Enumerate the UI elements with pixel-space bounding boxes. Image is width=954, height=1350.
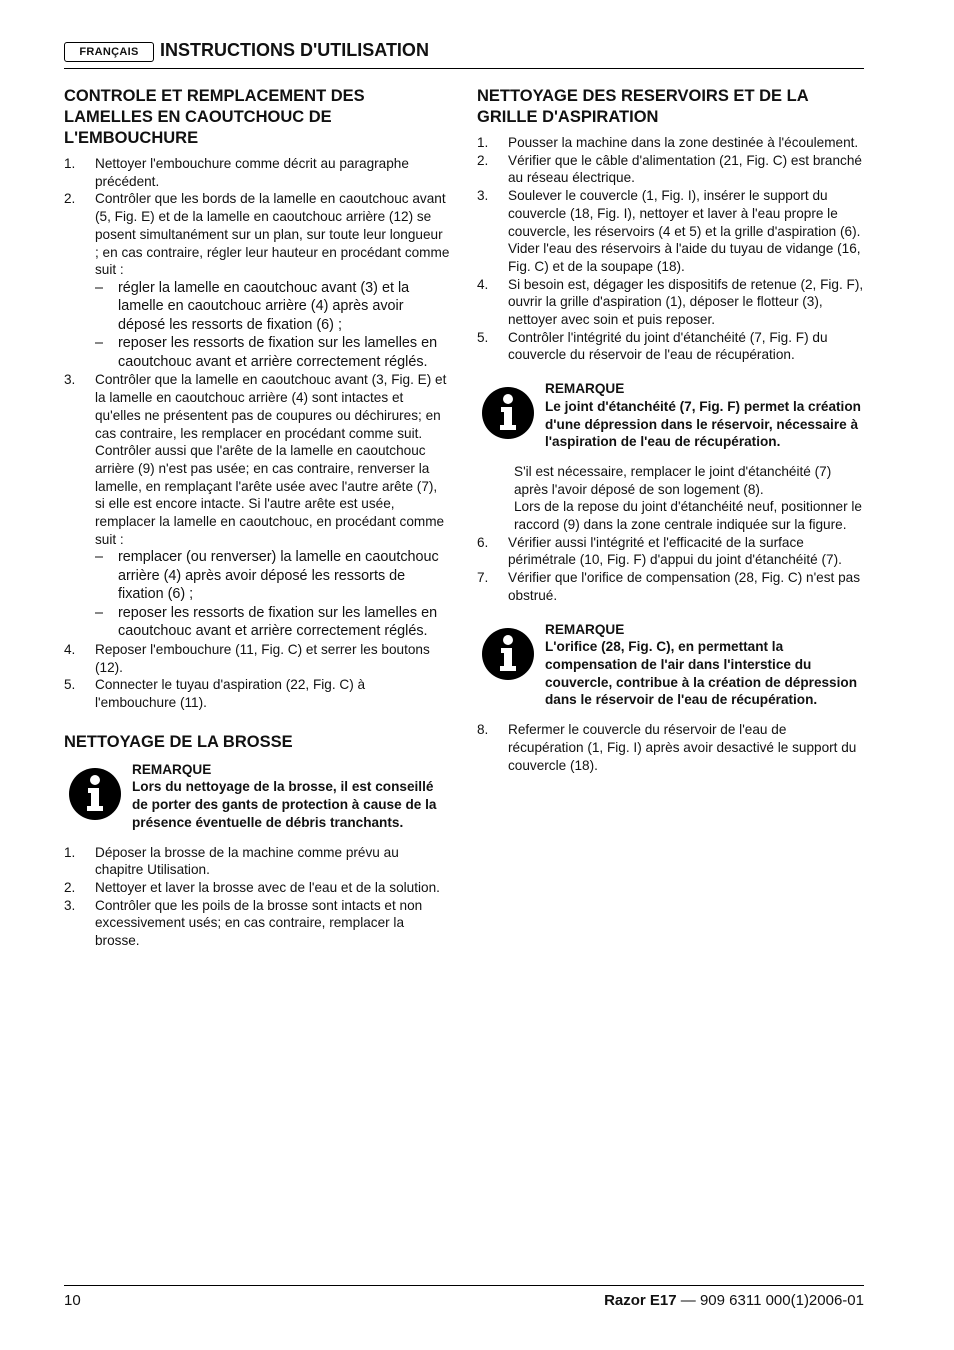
step-text: Reposer l'embouchure (11, Fig. C) et serrer les boutons (12). [95,641,430,675]
note-label: REMARQUE [545,381,625,397]
document-reference [604,1292,864,1309]
note-label: REMARQUE [545,621,625,637]
dash-list [95,279,450,372]
step-text: Pousser la machine dans la zone destinée à l'écoulement. [508,135,859,150]
page-footer [64,1285,864,1309]
info-icon [481,386,535,440]
left-column [64,86,450,950]
step-text: Contrôler l'intégrité du joint d'étanchéité (7, Fig. F) du couvercle du réservoir de l'eau de récupération. [508,329,828,363]
step-number: 2. [64,879,76,895]
lamelles-steps [64,155,450,712]
right-column [477,86,865,774]
header-title: INSTRUCTIONS D'UTILISATION [160,40,429,60]
list-item [64,879,450,897]
step-number: 5. [64,677,76,693]
step-text: Si besoin est, dégager les dispositifs de retenue (2, Fig. F), ouvrir la grille d'aspiration (1), déposer le flotteur (3), nettoyer avec soin et puis reposer. [508,276,864,328]
model-name: Razor E17 [604,1292,677,1309]
step-text: Contrôler que les bords de la lamelle en caoutchouc avant (5, Fig. E) et de la lamelle en caoutchouc arrière (12) se posent simultanément sur un plan, sur toute leur longueur ; en cas contraire, régler leur hauteur en procédant comme suit : [95,191,450,278]
note-label: REMARQUE [132,761,212,777]
list-item [64,190,450,371]
list-item [477,187,865,276]
section-title-brosse: NETTOYAGE DE LA BROSSE [64,732,293,751]
section-title-lamelles: CONTROLE ET REMPLACEMENT DES LAMELLES EN CAOUTCHOUC DE L'EMBOUCHURE [64,87,365,147]
step-text: Vérifier que l'orifice de compensation (28, Fig. C) n'est pas obstrué. [508,570,860,603]
step-extra-text: Vider l'eau des réservoirs à l'aide du tuyau de vidange (16, Fig. C) et de la soupape (18). [508,241,861,274]
step-text: Nettoyer l'embouchure comme décrit au paragraphe précédent. [95,156,409,189]
step-number: 5. [477,329,489,345]
step-number: 8. [477,722,489,738]
paragraph: S'il est nécessaire, remplacer le joint d'étanchéité (7) après l'avoir déposé de son logement (8). [514,463,832,497]
list-item [64,897,450,950]
list-item [64,641,450,676]
dash-text: remplacer (ou renverser) la lamelle en caoutchouc arrière (4) après avoir déposé les ressorts de fixation (6) ; [118,549,439,603]
step-number: 1. [64,844,76,860]
step-number: 2. [477,152,489,168]
list-item [477,721,865,774]
note-text: L'orifice (28, Fig. C), en permettant la compensation de l'air dans l'interstice du couvercle, contribue à la création de dépression dans le réservoir de l'eau de récupération. [545,639,858,708]
reservoir-steps [477,134,865,364]
list-item [477,134,865,152]
step-text: Contrôler que la lamelle en caoutchouc avant (3, Fig. E) et la lamelle en caoutchouc arrière (4) sont intactes et qu'elles ne présentent pas de coupures ou déchirures; en cas contraire, les remplacer en procédant comme suit. Contrôler aussi que l'arête de la lamelle en caoutchouc arrière (9) n'est pas usée; en cas contraire, renverser la lamelle, en remplaçant l'arête usée avec l'autre arête (7), si elle est encore intacte. Si l'autre arête est usée, remplacer la lamelle en caoutchouc, en procédant comme suit : [95,372,447,547]
step-text: Vérifier aussi l'intégrité et l'efficacité de la surface périmétrale (10, Fig. F) d'appui du joint d'étanchéité (7). [508,534,842,568]
step-number: 1. [64,156,76,171]
step-number: 7. [477,570,489,586]
doc-ref: — 909 6311 000(1)2006-01 [676,1292,864,1309]
step-number: 3. [64,897,76,913]
page-header [64,38,864,69]
list-item [64,155,450,190]
reservoir-steps-cont [477,534,865,605]
step-text: Contrôler que les poils de la brosse sont intacts et non excessivement usés; en cas contraire, remplacer la brosse. [95,897,423,949]
info-icon [68,767,122,821]
list-item [64,844,450,879]
dash-item: – régler la lamelle en caoutchouc avant (3) et la lamelle en caoutchouc arrière (4) après avoir déposé les ressorts de fixation (6) ; [95,279,410,333]
note-text: Lors du nettoyage de la brosse, il est conseillé de porter des gants de protection à cause de la présence éventuelle de débris tranchants. [132,779,437,830]
step-number: 4. [477,276,489,292]
brosse-steps [64,844,450,950]
step-text: Déposer la brosse de la machine comme prévu au chapitre Utilisation. [95,844,399,878]
step-number: 2. [64,191,76,207]
dash-text: reposer les ressorts de fixation sur les lamelles en caoutchouc avant et arrière correctement réglés. [118,604,438,640]
list-item [477,152,865,187]
note-box [477,380,865,451]
section-title-reservoirs: NETTOYAGE DES RESERVOIRS ET DE LA GRILLE D'ASPIRATION [477,87,808,126]
step-number: 3. [64,372,76,388]
dash-text: reposer les ressorts de fixation sur les lamelles en caoutchouc avant et arrière correctement réglés. [118,335,438,370]
step-number: 6. [477,534,489,550]
note-box [64,761,450,832]
list-item [477,329,865,364]
reservoir-steps-final [477,721,865,774]
step-number: 3. [477,188,489,204]
dash-list [95,548,450,641]
info-icon [481,627,535,681]
note-text: Le joint d'étanchéité (7, Fig. F) permet la création d'une dépression dans le réservoir, nécessaire à l'aspiration de l'eau de récupération. [545,398,861,450]
dash-item: – reposer les ressorts de fixation sur les lamelles en caoutchouc avant et arrière correctement réglés. [95,335,438,370]
note-box [477,621,865,710]
step-text: Nettoyer et laver la brosse avec de l'eau et de la solution. [95,879,440,895]
dash-item: – remplacer (ou renverser) la lamelle en caoutchouc arrière (4) après avoir déposé les ressorts de fixation (6) ; [95,549,439,603]
page-number: 10 [64,1292,81,1309]
list-item [477,534,865,569]
list-item [64,676,450,711]
paragraph: Lors de la repose du joint d'étanchéité neuf, positionner le raccord (9) dans la zone centrale indiquée sur la figure. [514,499,862,533]
language-badge: FRANÇAIS [64,42,154,62]
list-item [477,569,865,604]
dash-item: – reposer les ressorts de fixation sur les lamelles en caoutchouc avant et arrière correctement réglés. [95,604,438,640]
list-item [64,371,450,641]
step-text: Vérifier que le câble d'alimentation (21, Fig. C) est branché au réseau électrique. [508,152,862,186]
dash-text: régler la lamelle en caoutchouc avant (3) et la lamelle en caoutchouc arrière (4) après avoir déposé les ressorts de fixation (6) ; [118,279,410,333]
step-number: 1. [477,135,489,150]
list-item [477,276,865,329]
step-number: 4. [64,641,76,657]
step-text: Refermer le couvercle du réservoir de l'eau de récupération (1, Fig. I) après avoir desactivé le support du couvercle (18). [508,722,857,773]
step-text: Soulever le couvercle (1, Fig. I), insérer le support du couvercle (18, Fig. I), nettoyer et laver à l'eau propre le couvercle, les réservoirs (4 et 5) et la grille d'aspiration (6). [508,188,861,239]
step-text: Connecter le tuyau d'aspiration (22, Fig. C) à l'embouchure (11). [95,677,366,711]
